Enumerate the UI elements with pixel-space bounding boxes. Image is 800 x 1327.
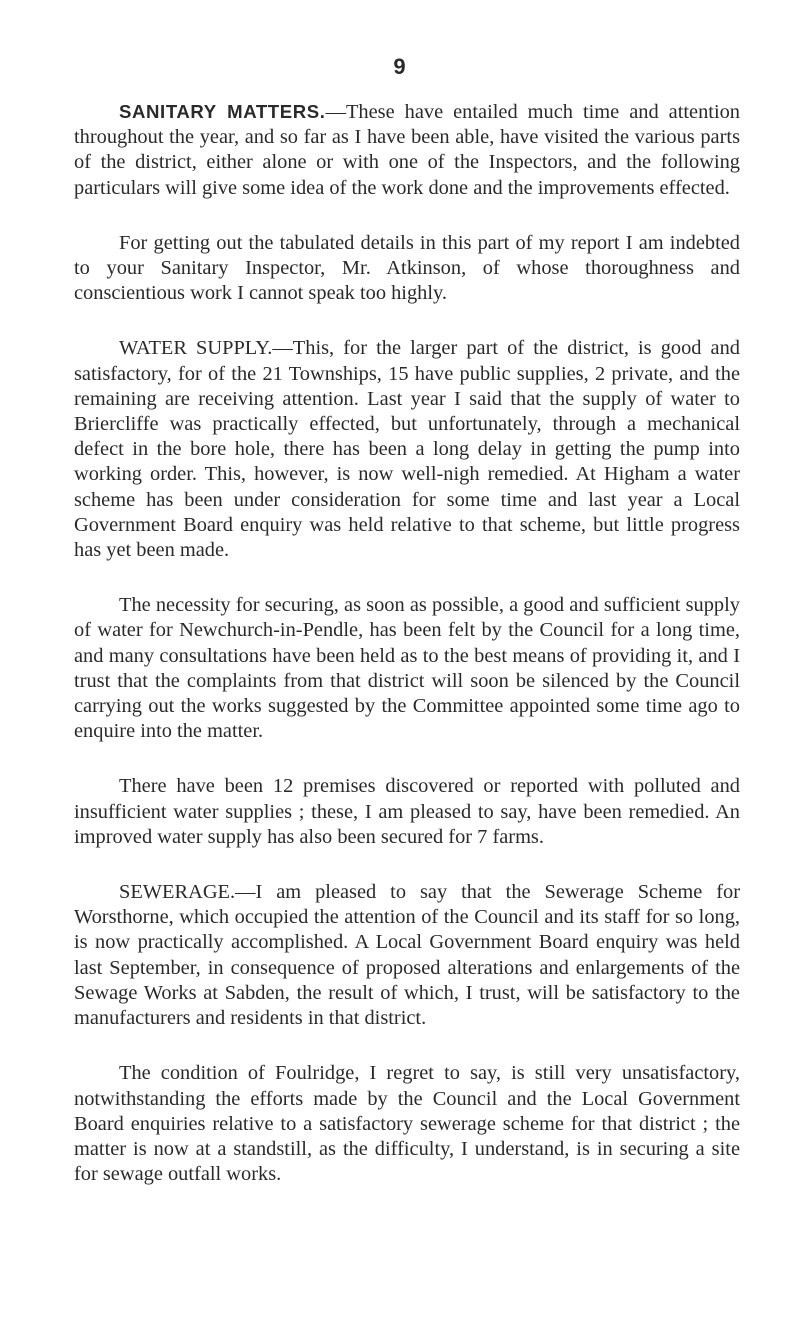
paragraph-water-supply: WATER SUPPLY.—This, for the larger part of the district, is good and satisfactory, for of the 21 Townships, 15 have public supplies, 2 private, and the remaining are receiving attention. Last year I said that the supply of water to Briercliffe was practically effected, but unfortunately, through a mechanical defect in the bore hole, there has been a long delay in getting the pump into working order. This, however, is now well-nigh remedied. At Higham a water scheme has been under consideration for some time and last year a Local Government Board enquiry was held relative to that scheme, but little progress has yet been made. [74,337,740,562]
paragraph-acknowledgement: For getting out the tabulated details in this part of my report I am indebted to your Sanitary Inspector, Mr. Atkinson, of whose thoroughness and conscientious work I cannot speak too highly. [74,231,740,305]
document-body [74,99,740,1217]
paragraph-foulridge: The condition of Foulridge, I regret to say, is still very unsatisfactory, notwithstanding the efforts made by the Council and the Local Government Board enquiries relative to a satisfactory sewerage scheme for that district ; the matter is now at a standstill, as the difficulty, I understand, is in securing a site for sewage outfall works. [74,1062,740,1186]
page-number: 9 [393,54,407,79]
paragraph-newchurch-supply: The necessity for securing, as soon as possible, a good and sufficient supply of water for Newchurch-in-Pendle, has been felt by the Council for a long time, and many consultations have been held as to the best means of providing it, and I trust that the complaints from that district will soon be silenced by the Council carrying out the works suggested by the Committee appointed some time ago to enquire into the matter. [74,594,740,743]
paragraph-sewerage: SEWERAGE.—I am pleased to say that the Sewerage Scheme for Worsthorne, which occupied the attention of the Council and its staff for so long, is now practically accomplished. A Local Government Board enquiry was held last September, in consequence of proposed alterations and enlargements of the Sewage Works at Sabden, the result of which, I trust, will be satisfactory to the manufacturers and residents in that district. [74,881,740,1030]
paragraph-text: —These have entailed much time and attention throughout the year, and so far as I have been able, have visited the various parts of the district, either alone or with one of the Inspectors, and the following particulars will give some idea of the work done and the improvements effected. [74,101,740,199]
paragraph-sanitary-matters [74,99,740,201]
paragraph-polluted-premises: There have been 12 premises discovered or reported with polluted and insufficient water supplies ; these, I am pleased to say, have been remedied. An improved water supply has also been secured for 7 farms. [74,775,740,848]
section-heading-sanitary-matters: SANITARY MATTERS. [119,101,326,122]
